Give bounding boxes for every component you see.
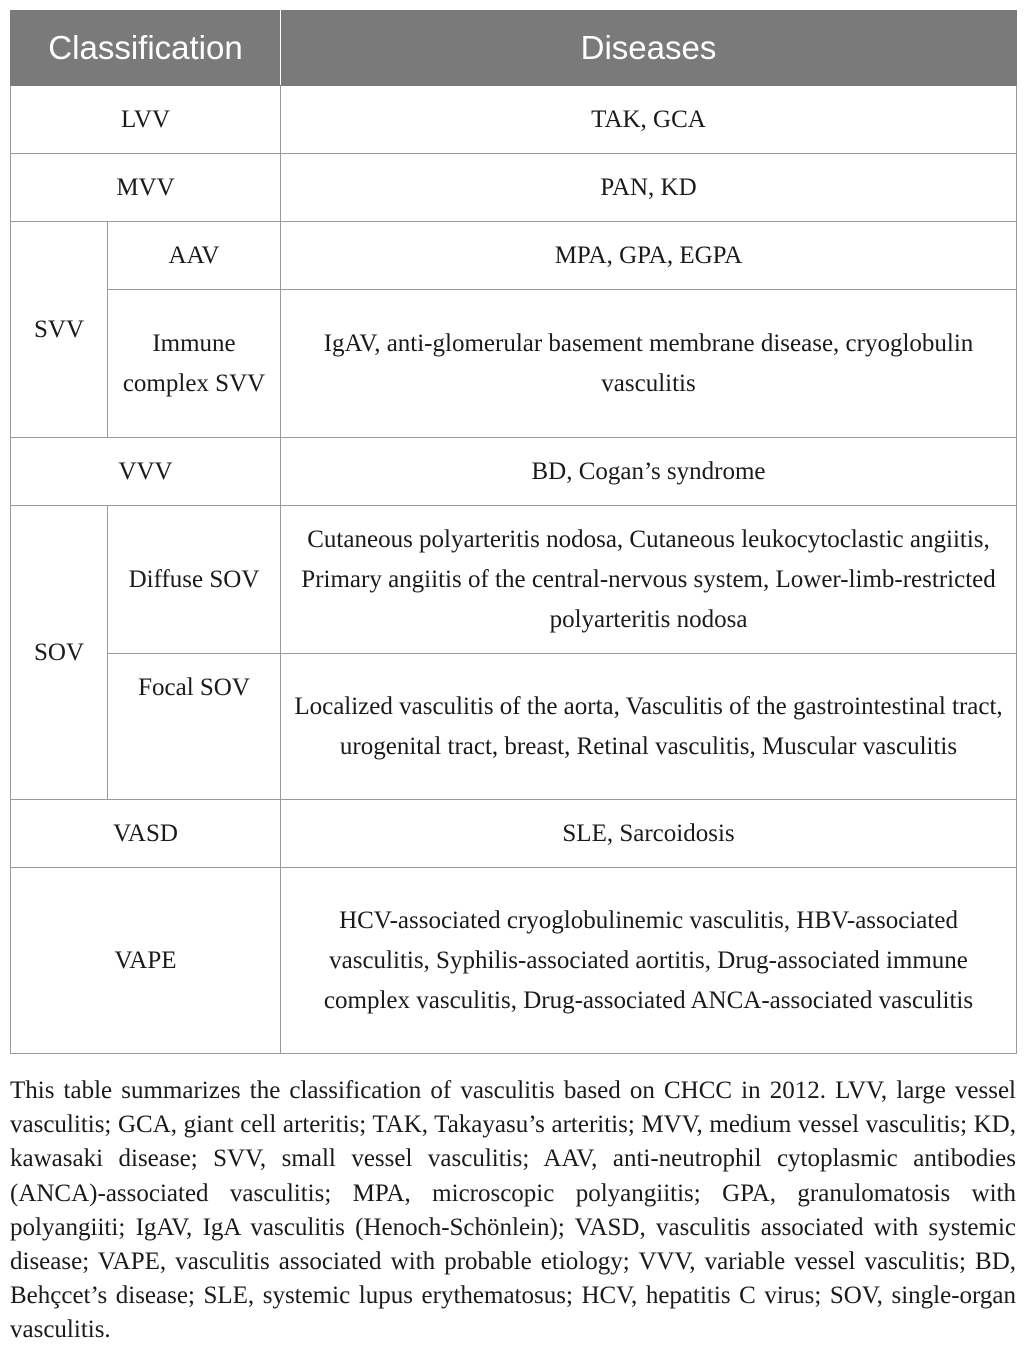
table-row bbox=[11, 154, 1017, 222]
subclass-cell: Focal SOV bbox=[108, 654, 281, 800]
subclass-cell: AAV bbox=[108, 222, 281, 290]
table-row bbox=[11, 438, 1017, 506]
table-header-row bbox=[11, 11, 1017, 86]
classification-cell: VVV bbox=[11, 438, 281, 506]
table-caption: This table summarizes the classification of vasculitis based on CHCC in 2012. LVV, large vessel vasculitis; GCA, giant cell arteritis; TAK, Takayasu’s arteritis; MVV, medium vessel vasculitis; KD, kawasaki disease; SVV, small vessel vasculitis; AAV, anti-neutrophil cytoplasmic antibodies (ANCA)-associated vasculitis; MPA, microscopic polyangiitis; GPA, granulomatosis with polyangiiti; IgAV, IgA vasculitis (Henoch-Schönlein); VASD, vasculitis associated with systemic disease; VAPE, vasculitis associated with probable etiology; VVV, variable vessel vasculitis; BD, Behçcet’s disease; SLE, systemic lupus erythematosus; HCV, hepatitis C virus; SOV, single-organ vasculitis. bbox=[10, 1077, 1016, 1344]
table-row bbox=[11, 222, 1017, 290]
classification-cell: LVV bbox=[11, 86, 281, 154]
diseases-cell: MPA, GPA, EGPA bbox=[281, 222, 1017, 290]
classification-cell: SOV bbox=[11, 506, 108, 800]
table-row bbox=[11, 506, 1017, 654]
diseases-cell: Localized vasculitis of the aorta, Vasculitis of the gastrointestinal tract, urogenital tract, breast, Retinal vasculitis, Muscular vasculitis bbox=[281, 654, 1017, 800]
diseases-cell: BD, Cogan’s syndrome bbox=[281, 438, 1017, 506]
table-row bbox=[11, 654, 1017, 800]
diseases-cell: Cutaneous polyarteritis nodosa, Cutaneous leukocytoclastic angiitis, Primary angiitis of the central-nervous system, Lower-limb-restricted polyarteritis nodosa bbox=[281, 506, 1017, 654]
vasculitis-classification-table bbox=[10, 10, 1017, 1054]
table-row bbox=[11, 86, 1017, 154]
diseases-cell: SLE, Sarcoidosis bbox=[281, 800, 1017, 868]
classification-cell: MVV bbox=[11, 154, 281, 222]
classification-cell: VASD bbox=[11, 800, 281, 868]
classification-cell: VAPE bbox=[11, 868, 281, 1054]
diseases-cell: PAN, KD bbox=[281, 154, 1017, 222]
subclass-cell: Diffuse SOV bbox=[108, 506, 281, 654]
column-header-classification: Classification bbox=[11, 11, 281, 86]
diseases-cell: TAK, GCA bbox=[281, 86, 1017, 154]
table-row bbox=[11, 800, 1017, 868]
classification-cell: SVV bbox=[11, 222, 108, 438]
table-row bbox=[11, 868, 1017, 1054]
table-row bbox=[11, 290, 1017, 438]
diseases-cell: IgAV, anti-glomerular basement membrane disease, cryoglobulin vasculitis bbox=[281, 290, 1017, 438]
column-header-diseases: Diseases bbox=[281, 11, 1017, 86]
subclass-cell: Immune complex SVV bbox=[108, 290, 281, 438]
diseases-cell: HCV-associated cryoglobulinemic vasculitis, HBV-associated vasculitis, Syphilis-associated aortitis, Drug-associated immune complex vasculitis, Drug-associated ANCA-associated vasculitis bbox=[281, 868, 1017, 1054]
